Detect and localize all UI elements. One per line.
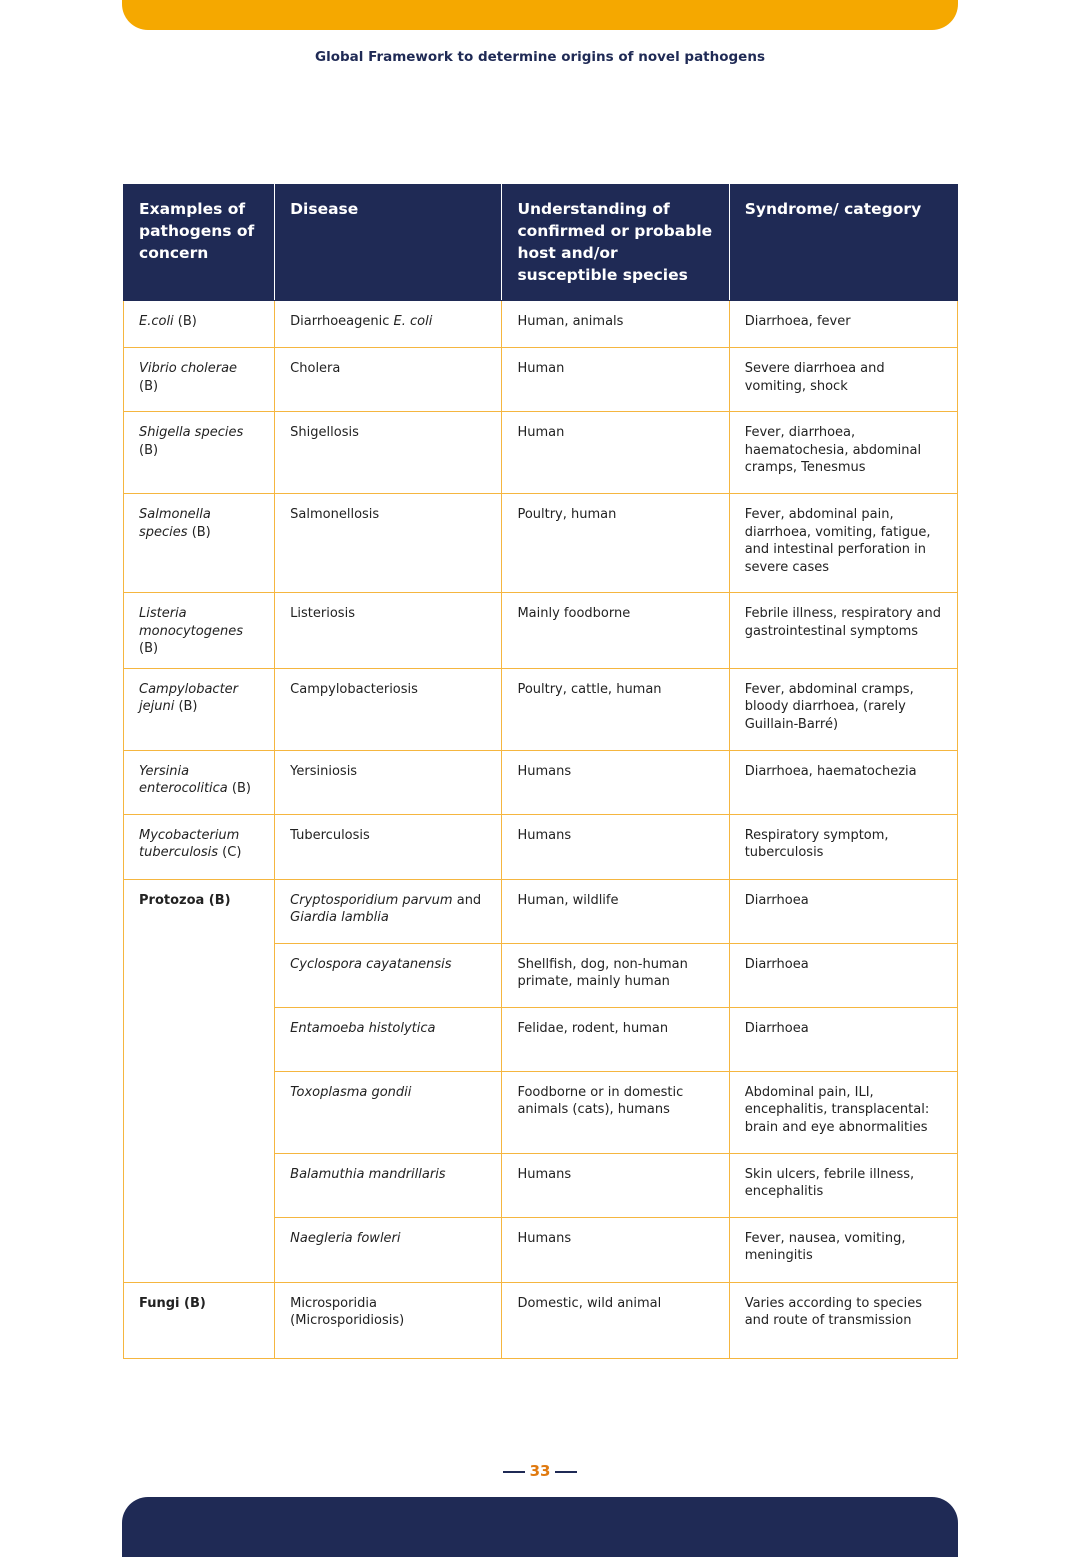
disease-cell: Balamuthia mandrillaris: [275, 1153, 502, 1217]
disease-cell: Cholera: [275, 348, 502, 412]
syndrome-cell: Respiratory symptom, tuberculosis: [729, 814, 957, 879]
syndrome-cell: Severe diarrhoea and vomiting, shock: [729, 348, 957, 412]
pathogens-table: [123, 184, 958, 1359]
disease-cell: Naegleria fowleri: [275, 1217, 502, 1282]
syndrome-cell: Diarrhoea: [729, 1007, 957, 1071]
table-row: [124, 750, 958, 814]
syndrome-cell: Diarrhoea, fever: [729, 301, 957, 348]
pathogen-cell: Yersinia enterocolitica (B): [124, 750, 275, 814]
pathogen-cell: Shigella species (B): [124, 412, 275, 494]
host-cell: Humans: [502, 1217, 729, 1282]
syndrome-cell: Fever, nausea, vomiting, meningitis: [729, 1217, 957, 1282]
page-number: [0, 1462, 1080, 1480]
host-cell: Human, wildlife: [502, 879, 729, 943]
top-decorative-band: [122, 0, 958, 30]
table-row: [124, 814, 958, 879]
syndrome-cell: Skin ulcers, febrile illness, encephalitis: [729, 1153, 957, 1217]
host-cell: Humans: [502, 1153, 729, 1217]
disease-cell: Salmonellosis: [275, 494, 502, 593]
disease-cell: Tuberculosis: [275, 814, 502, 879]
page-number-value: 33: [529, 1462, 551, 1480]
pathogen-cell: Vibrio cholerae (B): [124, 348, 275, 412]
table-row: [124, 593, 958, 669]
column-header-syndrome: Syndrome/ category: [729, 185, 957, 301]
host-cell: Human: [502, 348, 729, 412]
host-cell: Foodborne or in domestic animals (cats), humans: [502, 1071, 729, 1153]
column-header-disease: Disease: [275, 185, 502, 301]
syndrome-cell: Diarrhoea: [729, 943, 957, 1007]
host-cell: Poultry, human: [502, 494, 729, 593]
host-cell: Felidae, rodent, human: [502, 1007, 729, 1071]
disease-cell: Yersiniosis: [275, 750, 502, 814]
disease-cell: Cyclospora cayatanensis: [275, 943, 502, 1007]
disease-cell: Diarrhoeagenic E. coli: [275, 301, 502, 348]
disease-cell: Entamoeba histolytica: [275, 1007, 502, 1071]
host-cell: Humans: [502, 750, 729, 814]
pathogen-cell: E.coli (B): [124, 301, 275, 348]
disease-cell: Shigellosis: [275, 412, 502, 494]
table-row: [124, 494, 958, 593]
pathogen-group-cell-protozoa: Protozoa (B): [124, 879, 275, 1282]
pathogen-group-cell-fungi: Fungi (B): [124, 1282, 275, 1358]
table-row: [124, 301, 958, 348]
syndrome-cell: Abdominal pain, ILI, encephalitis, transplacental: brain and eye abnormalities: [729, 1071, 957, 1153]
host-cell: Humans: [502, 814, 729, 879]
pathogen-cell: Campylobacter jejuni (B): [124, 668, 275, 750]
syndrome-cell: Fever, abdominal cramps, bloody diarrhoea, (rarely Guillain-Barré): [729, 668, 957, 750]
table-header-row: [124, 185, 958, 301]
table-row: [124, 412, 958, 494]
syndrome-cell: Fever, diarrhoea, haematochesia, abdominal cramps, Tenesmus: [729, 412, 957, 494]
syndrome-cell: Febrile illness, respiratory and gastrointestinal symptoms: [729, 593, 957, 669]
pathogen-cell: Mycobacterium tuberculosis (C): [124, 814, 275, 879]
disease-cell: Campylobacteriosis: [275, 668, 502, 750]
syndrome-cell: Fever, abdominal pain, diarrhoea, vomiting, fatigue, and intestinal perforation in severe cases: [729, 494, 957, 593]
disease-cell: Listeriosis: [275, 593, 502, 669]
table-row: [124, 879, 958, 943]
syndrome-cell: Diarrhoea: [729, 879, 957, 943]
column-header-host-species: Understanding of confirmed or probable host and/or susceptible species: [502, 185, 729, 301]
column-header-pathogens: Examples of pathogens of concern: [124, 185, 275, 301]
table-row: [124, 348, 958, 412]
disease-cell: Toxoplasma gondii: [275, 1071, 502, 1153]
bottom-decorative-band: [122, 1497, 958, 1557]
host-cell: Shellfish, dog, non-human primate, mainly human: [502, 943, 729, 1007]
host-cell: Domestic, wild animal: [502, 1282, 729, 1358]
disease-cell: Microsporidia (Microsporidiosis): [275, 1282, 502, 1358]
page-number-right-dash: [555, 1471, 577, 1473]
syndrome-cell: Diarrhoea, haematochezia: [729, 750, 957, 814]
page-header-title: Global Framework to determine origins of novel pathogens: [315, 49, 765, 65]
host-cell: Poultry, cattle, human: [502, 668, 729, 750]
table-row: [124, 1282, 958, 1358]
host-cell: Human: [502, 412, 729, 494]
disease-cell: Cryptosporidium parvum and Giardia lamblia: [275, 879, 502, 943]
syndrome-cell: Varies according to species and route of transmission: [729, 1282, 957, 1358]
host-cell: Human, animals: [502, 301, 729, 348]
pathogen-cell: Listeria monocytogenes (B): [124, 593, 275, 669]
page-number-left-dash: [503, 1471, 525, 1473]
host-cell: Mainly foodborne: [502, 593, 729, 669]
pathogen-cell: Salmonella species (B): [124, 494, 275, 593]
table-row: [124, 668, 958, 750]
